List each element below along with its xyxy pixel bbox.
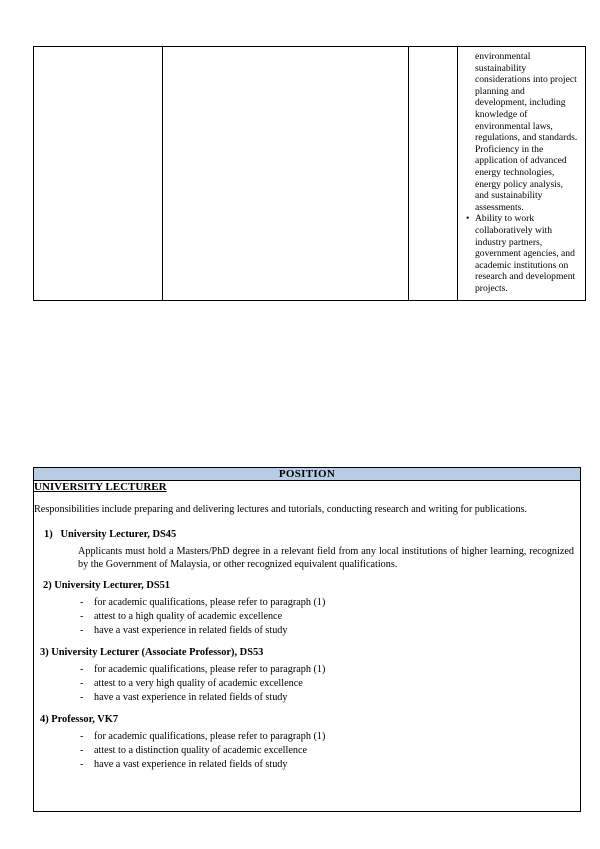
list-item: - for academic qualifications, please refer to paragraph (1) [94,663,580,677]
position-item-3 [34,646,580,705]
position-item-2 [34,579,580,638]
position-table [33,467,581,812]
table-cell-empty-2 [163,47,409,301]
table-cell-empty-1 [34,47,163,301]
position-item-2-bullets [34,596,580,638]
table-row [34,47,586,301]
list-item: - for academic qualifications, please refer to paragraph (1) [94,730,580,744]
position-body-cell [34,481,581,812]
list-item: - for academic qualifications, please refer to paragraph (1) [94,596,580,610]
list-item: - attest to a distinction quality of academic excellence [94,744,580,758]
list-item: - attest to a very high quality of academic excellence [94,677,580,691]
position-item-1 [34,528,580,571]
position-item-4-heading [40,713,580,726]
position-item-4 [34,713,580,772]
position-body-row [34,481,581,812]
position-item-1-title: University Lecturer, DS45 [60,529,177,540]
requirement-bullet-item: • Ability to work collaboratively with industry partners, government agencies, and academic institutions on research and development projects. [475,213,579,294]
position-item-2-number: 2) [43,580,52,591]
position-header-row [34,468,581,481]
position-item-2-heading [43,579,580,592]
position-item-1-paragraph: Applicants must hold a Masters/PhD degree in a relevant field from any local institutions of higher learning, recognized by the Government of Malaysia, or other recognized equivalent qualifications. [78,546,574,570]
section-title: UNIVERSITY LECTURER [34,481,167,493]
continued-requirements-table [33,46,586,301]
position-item-2-title: University Lecturer, DS51 [54,580,170,591]
list-item: - have a vast experience in related fields of study [94,691,580,705]
position-item-4-number: 4) [40,714,49,725]
position-item-3-number: 3) [40,647,49,658]
position-item-1-heading [44,528,580,541]
position-item-3-title: University Lecturer (Associate Professor), DS53 [51,647,264,658]
list-item: - attest to a high quality of academic excellence [94,610,580,624]
requirement-continuation-text: environmental sustainability considerations into project planning and development, including knowledge of environmental laws, regulations, and standards. Proficiency in the application of advanced energy technologies, energy policy analysis, and sustainability assessments. [475,51,578,213]
position-item-1-number: 1) [44,529,53,540]
requirements-bullet-list [464,51,579,294]
position-header-cell: POSITION [34,468,581,481]
table-cell-continued-requirements [458,47,586,301]
position-item-3-bullets [34,663,580,705]
table-cell-empty-3 [409,47,458,301]
list-item: - have a vast experience in related fields of study [94,624,580,638]
position-item-3-heading [40,646,580,659]
section-intro: Responsibilities include preparing and delivering lectures and tutorials, conducting research and writing for publications. [34,504,528,515]
position-item-4-title: Professor, VK7 [51,714,119,725]
list-item: - have a vast experience in related fields of study [94,758,580,772]
position-item-4-bullets [34,730,580,772]
